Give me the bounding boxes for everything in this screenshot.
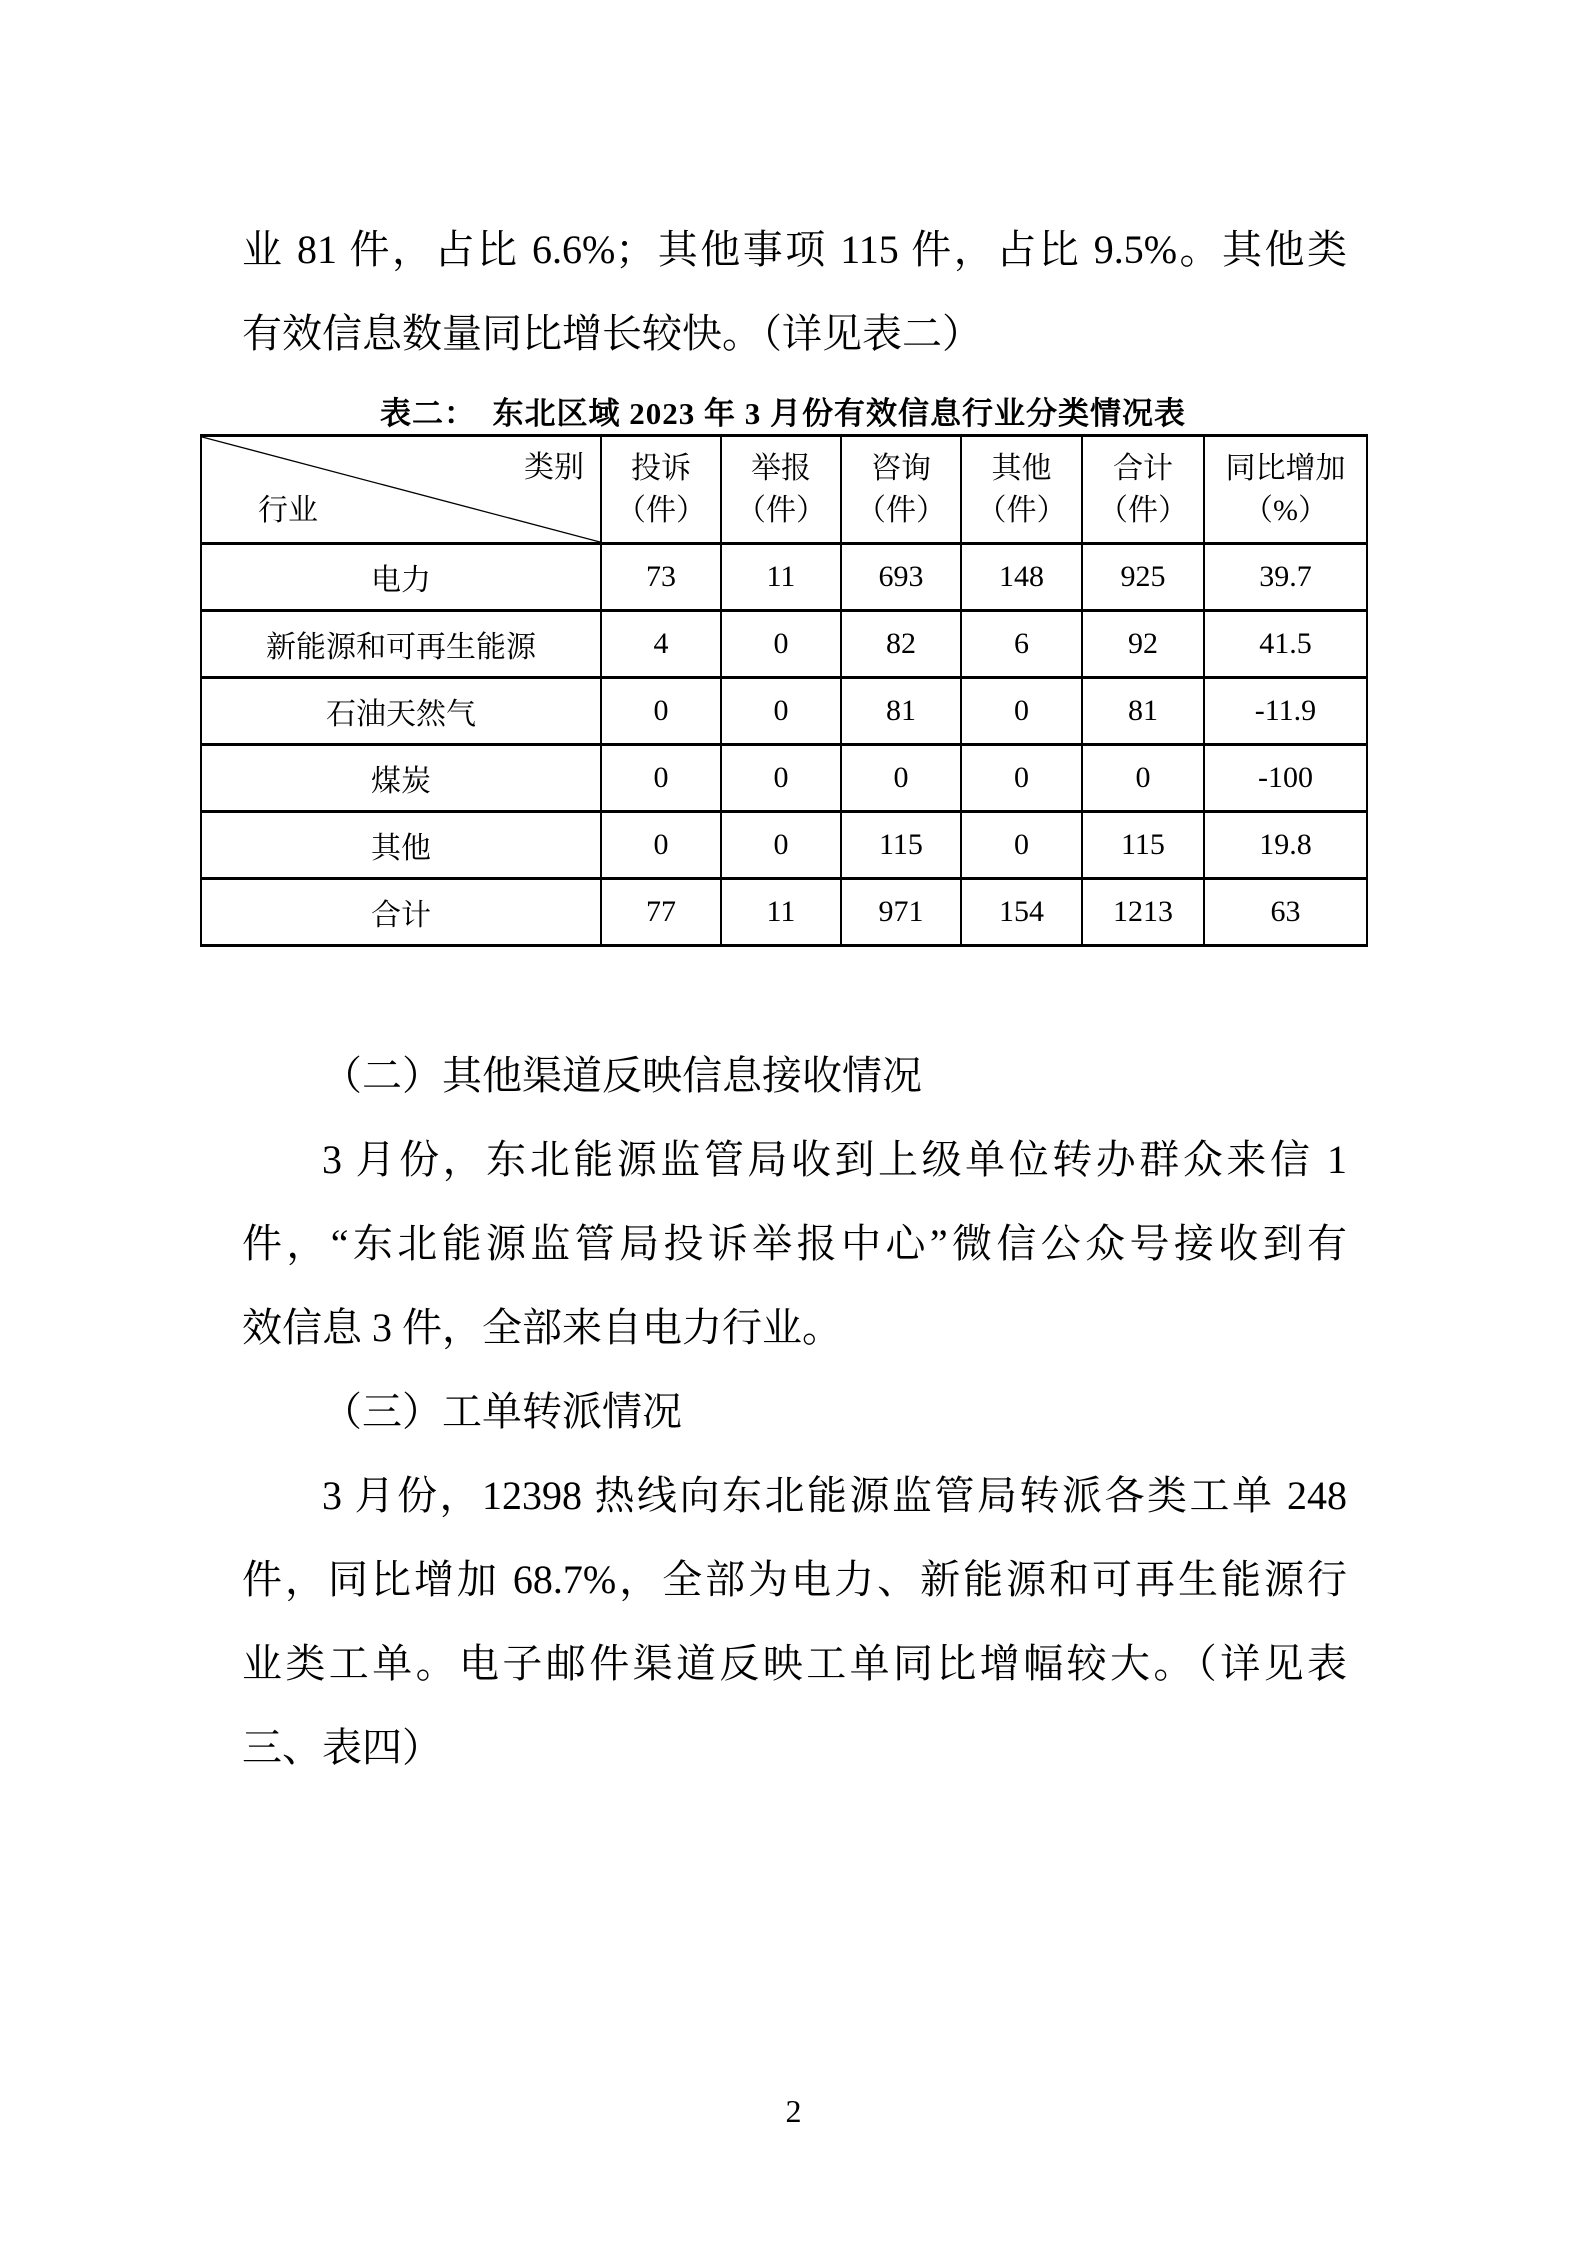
col-header-complaints: [601, 436, 721, 544]
paragraph-line: 效信息 3 件，全部来自电力行业。: [242, 1305, 842, 1350]
col-header-others: [961, 436, 1082, 544]
col-header-yoy-increase: [1204, 436, 1367, 544]
section-three-paragraph: [242, 1454, 1347, 1790]
table-cell: 6: [961, 611, 1082, 678]
col-header-text: 咨询: [871, 451, 931, 485]
table-cell: 0: [721, 611, 841, 678]
table-row: [201, 678, 1367, 745]
table-caption: 表二： 东北区域 2023 年 3 月份有效信息行业分类情况表: [380, 396, 1186, 431]
col-header-text: 投诉: [631, 451, 691, 485]
col-header-text: 同比增加: [1225, 451, 1346, 485]
table-cell: 11: [721, 544, 841, 611]
row-label: 其他: [201, 812, 601, 879]
table-cell: 77: [601, 879, 721, 946]
paragraph-line: 件，同比增加 68.7%，全部为电力、新能源和可再生能源行: [242, 1557, 1347, 1602]
corner-label-industry: 行业: [258, 494, 318, 527]
table-header-row: [201, 436, 1367, 544]
row-label: 石油天然气: [201, 678, 601, 745]
table-cell: 925: [1082, 544, 1204, 611]
table-cell: 148: [961, 544, 1082, 611]
table-cell: 0: [721, 745, 841, 812]
table-cell: 41.5: [1204, 611, 1367, 678]
col-header-unit: （件）: [976, 493, 1067, 527]
col-header-inquiries: [841, 436, 961, 544]
row-label: 煤炭: [201, 745, 601, 812]
table-cell: 0: [1082, 745, 1204, 812]
table-cell: 81: [1082, 678, 1204, 745]
col-header-text: 举报: [751, 451, 811, 485]
paragraph-line: 有效信息数量同比增长较快。（详见表二）: [242, 311, 982, 356]
paragraph-line: 业类工单。电子邮件渠道反映工单同比增幅较大。（详见表: [242, 1641, 1347, 1686]
table-cell: 0: [601, 678, 721, 745]
table-cell: 0: [601, 745, 721, 812]
industry-classification-table: [200, 434, 1368, 947]
row-label: 合计: [201, 879, 601, 946]
col-header-text: 合计: [1113, 451, 1173, 485]
col-header-unit: （件）: [616, 493, 706, 527]
table-cell: 154: [961, 879, 1082, 946]
table-cell: 0: [601, 812, 721, 879]
table-cell: 693: [841, 544, 961, 611]
col-header-reports: [721, 436, 841, 544]
table-cell: 81: [841, 678, 961, 745]
table-cell: 0: [961, 812, 1082, 879]
table-cell: 0: [721, 678, 841, 745]
section-two-heading-block: [242, 1034, 1347, 1118]
corner-label-category: 类别: [524, 451, 584, 484]
col-header-total: [1082, 436, 1204, 544]
paragraph-line: 三、表四）: [242, 1725, 442, 1770]
table-cell: 11: [721, 879, 841, 946]
table-cell: 73: [601, 544, 721, 611]
paragraph-line: 3 月份，12398 热线向东北能源监管局转派各类工单 248: [322, 1473, 1347, 1518]
section-heading: （二）其他渠道反映信息接收情况: [322, 1053, 922, 1098]
col-header-text: 其他: [991, 451, 1052, 485]
table-cell: 1213: [1082, 879, 1204, 946]
table-cell: 0: [961, 745, 1082, 812]
table-cell: 39.7: [1204, 544, 1367, 611]
row-label: 新能源和可再生能源: [201, 611, 601, 678]
table-cell: 92: [1082, 611, 1204, 678]
table-cell: 19.8: [1204, 812, 1367, 879]
table-cell: -11.9: [1204, 678, 1367, 745]
table-cell: 115: [1082, 812, 1204, 879]
paragraph-line: 件，“东北能源监管局投诉举报中心”微信公众号接收到有: [242, 1221, 1347, 1266]
table-cell: 115: [841, 812, 961, 879]
page-number: 2: [785, 2093, 802, 2129]
table-cell: 0: [721, 812, 841, 879]
table-row: [201, 544, 1367, 611]
section-three-heading-block: [242, 1370, 1347, 1454]
paragraph-line: 业 81 件，占比 6.6%；其他事项 115 件，占比 9.5%。其他类: [242, 227, 1347, 272]
col-header-unit: （%）: [1243, 493, 1328, 527]
table-row: [201, 812, 1367, 879]
table-cell: 0: [961, 678, 1082, 745]
table-cell: 4: [601, 611, 721, 678]
col-header-unit: （件）: [1098, 493, 1188, 527]
row-label: 电力: [201, 544, 601, 611]
table-cell: 82: [841, 611, 961, 678]
col-header-unit: （件）: [736, 493, 826, 527]
table-row: [201, 611, 1367, 678]
table-cell: 0: [841, 745, 961, 812]
table-row: [201, 745, 1367, 812]
table-cell: -100: [1204, 745, 1367, 812]
corner-header-cell: [201, 436, 601, 544]
table-row: [201, 879, 1367, 946]
table-cell: 971: [841, 879, 961, 946]
col-header-unit: （件）: [856, 493, 946, 527]
section-two-paragraph: [242, 1118, 1347, 1370]
section-heading: （三）工单转派情况: [322, 1389, 682, 1434]
paragraph-line: 3 月份，东北能源监管局收到上级单位转办群众来信 1: [322, 1137, 1347, 1182]
table-cell: 63: [1204, 879, 1367, 946]
paragraph-top: [242, 208, 1347, 376]
